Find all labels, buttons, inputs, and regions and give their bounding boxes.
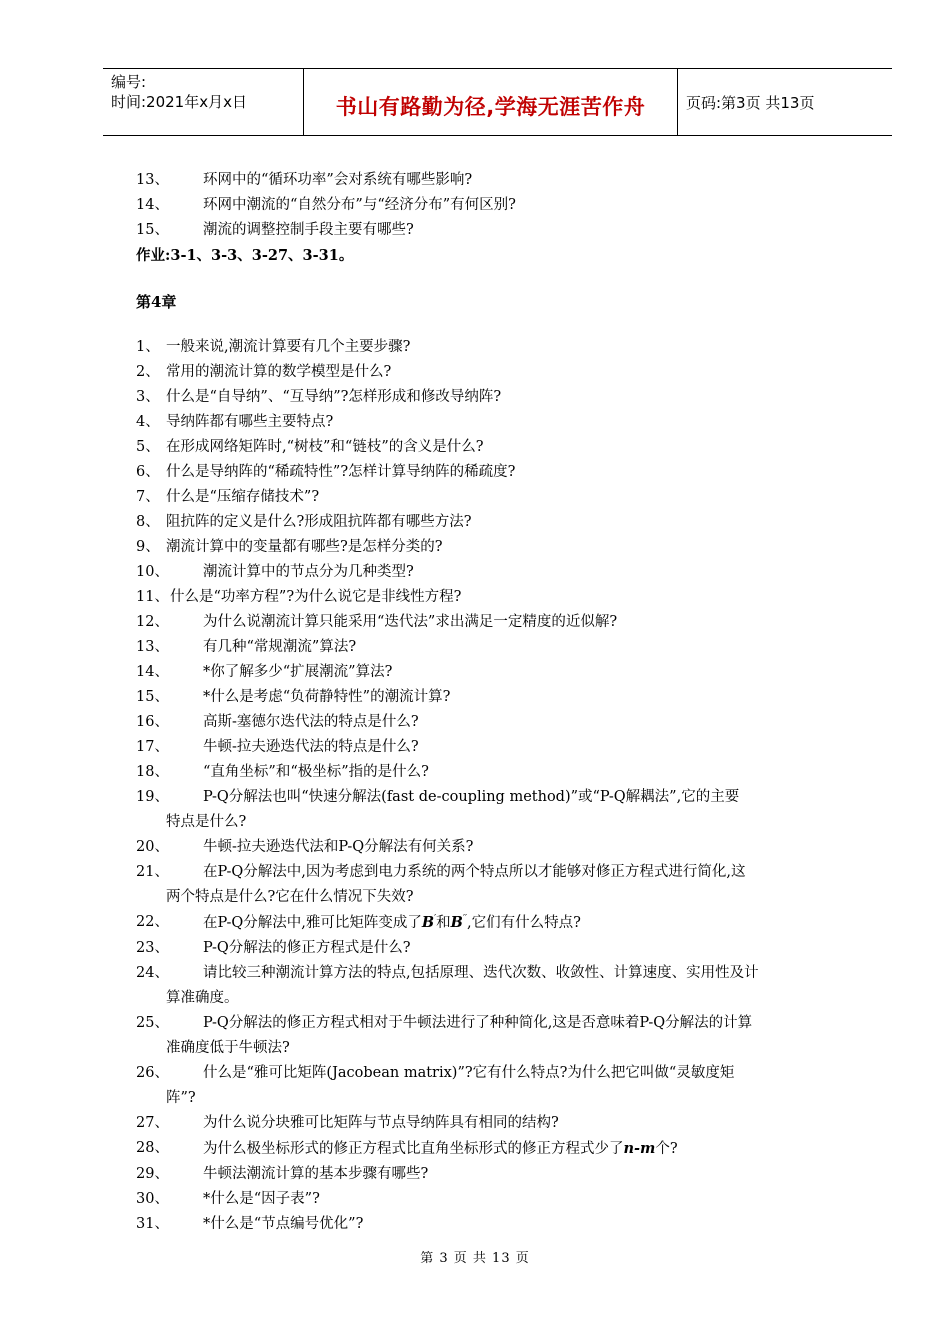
item-number: 18、 xyxy=(136,764,169,780)
item-text: 牛顿-拉夫逊迭代法的特点是什么? xyxy=(203,739,419,755)
item-text: *什么是“节点编号优化”? xyxy=(203,1216,364,1232)
item-text: 为什么说潮流计算只能采用“迭代法”求出满足一定精度的近似解? xyxy=(203,614,618,630)
list-item xyxy=(136,510,862,535)
item-text: 环网中潮流的“自然分布”与“经济分布”有何区别? xyxy=(203,197,516,213)
header-left-cell xyxy=(103,69,303,135)
item-text: 什么是“压缩存储技术”? xyxy=(166,489,320,505)
item-number: 19、 xyxy=(136,789,169,805)
list-item xyxy=(136,585,862,610)
item-number: 10、 xyxy=(136,564,169,580)
prime-mark: ′ xyxy=(434,914,437,924)
item-number: 3、 xyxy=(136,389,160,405)
item-number: 2、 xyxy=(136,364,160,380)
item-number: 13、 xyxy=(136,172,169,188)
list-item xyxy=(136,860,862,885)
list-item-continuation: 算准确度。 xyxy=(166,990,239,1006)
item-text-pre: 为什么极坐标形式的修正方程式比直角坐标形式的修正方程式少了 xyxy=(203,1141,624,1157)
item-text xyxy=(203,1141,678,1157)
header-middle-cell xyxy=(303,69,678,135)
item-number: 27、 xyxy=(136,1115,169,1131)
list-item xyxy=(136,1136,862,1162)
page-footer: 第 3 页 共 13 页 xyxy=(420,1251,530,1266)
item-text: *你了解多少“扩展潮流”算法? xyxy=(203,664,393,680)
item-number: 4、 xyxy=(136,414,160,430)
chapter4-question-list xyxy=(136,335,862,1237)
list-item xyxy=(136,435,862,460)
math-symbol: n-m xyxy=(623,1140,656,1157)
code-label: 编号: xyxy=(111,73,147,91)
item-text: P-Q分解法的修正方程式相对于牛顿法进行了种种简化,这是否意味着P-Q分解法的计算 xyxy=(203,1015,753,1031)
list-item xyxy=(136,710,862,735)
list-item xyxy=(136,1011,862,1036)
item-number: 23、 xyxy=(136,940,169,956)
list-item xyxy=(136,635,862,660)
item-number: 5、 xyxy=(136,439,160,455)
item-number: 7、 xyxy=(136,489,160,505)
header-right-cell xyxy=(678,69,892,135)
item-number: 11、 xyxy=(136,589,169,605)
list-item xyxy=(136,961,862,986)
list-item xyxy=(136,485,862,510)
item-text: 阻抗阵的定义是什么?形成阻抗阵都有哪些方法? xyxy=(166,514,472,530)
list-item xyxy=(136,785,862,810)
list-item xyxy=(136,1061,862,1086)
item-text: 什么是“功率方程”?为什么说它是非线性方程? xyxy=(170,589,462,605)
list-item xyxy=(136,760,862,785)
item-number: 15、 xyxy=(136,222,169,238)
list-item xyxy=(136,410,862,435)
item-text: 什么是“雅可比矩阵(Jacobean matrix)”?它有什么特点?为什么把它叫做“灵敏度矩 xyxy=(203,1065,735,1081)
item-number: 17、 xyxy=(136,739,169,755)
item-text-post: 个? xyxy=(655,1141,678,1157)
time-label: 时间:2021年x月x日 xyxy=(111,93,247,111)
list-item xyxy=(136,660,862,685)
document-body xyxy=(136,168,862,1237)
list-item xyxy=(136,1162,862,1187)
list-item-continuation: 准确度低于牛顿法? xyxy=(166,1040,290,1056)
list-item-continuation: 特点是什么? xyxy=(166,814,247,830)
list-item xyxy=(136,1212,862,1237)
item-text: 潮流计算中的节点分为几种类型? xyxy=(203,564,414,580)
item-text: 环网中的“循环功率”会对系统有哪些影响? xyxy=(203,172,473,188)
list-item xyxy=(136,168,862,193)
item-text: *什么是考虑“负荷静特性”的潮流计算? xyxy=(203,689,451,705)
item-text: *什么是“因子表”? xyxy=(203,1191,320,1207)
item-number: 14、 xyxy=(136,197,169,213)
list-item xyxy=(136,835,862,860)
item-text: P-Q分解法的修正方程式是什么? xyxy=(203,940,411,956)
list-item xyxy=(136,385,862,410)
item-text-pre: 在P-Q分解法中,雅可比矩阵变成了 xyxy=(203,915,422,931)
list-item xyxy=(136,335,862,360)
item-text: “直角坐标”和“极坐标”指的是什么? xyxy=(203,764,429,780)
item-text: 有几种“常规潮流”算法? xyxy=(203,639,357,655)
item-text: 潮流的调整控制手段主要有哪些? xyxy=(203,222,414,238)
chapter-title: 第4章 xyxy=(136,293,177,311)
item-text: 一般来说,潮流计算要有几个主要步骤? xyxy=(166,339,411,355)
list-item xyxy=(136,218,862,243)
item-number: 1、 xyxy=(136,339,160,355)
item-number: 6、 xyxy=(136,464,160,480)
item-text: 潮流计算中的变量都有哪些?是怎样分类的? xyxy=(166,539,443,555)
item-text: 牛顿法潮流计算的基本步骤有哪些? xyxy=(203,1166,429,1182)
chapter3-tail-list xyxy=(136,168,862,243)
list-item-continuation: 阵”? xyxy=(166,1090,196,1106)
item-number: 25、 xyxy=(136,1015,169,1031)
item-number: 9、 xyxy=(136,539,160,555)
item-number: 20、 xyxy=(136,839,169,855)
homework-line: 作业:3-1、3-3、3-27、3-31。 xyxy=(136,247,354,264)
item-number: 28、 xyxy=(136,1140,169,1156)
item-text: 导纳阵都有哪些主要特点? xyxy=(166,414,334,430)
item-text: 牛顿-拉夫逊迭代法和P-Q分解法有何关系? xyxy=(203,839,474,855)
item-text-mid: 和 xyxy=(436,915,451,931)
list-item xyxy=(136,193,862,218)
double-prime-mark: ′′ xyxy=(462,914,468,924)
item-text-post: ,它们有什么特点? xyxy=(467,915,581,931)
item-number: 30、 xyxy=(136,1191,169,1207)
item-number: 13、 xyxy=(136,639,169,655)
item-number: 29、 xyxy=(136,1166,169,1182)
motto: 书山有路勤为径,学海无涯苦作舟 xyxy=(335,95,646,119)
list-item xyxy=(136,460,862,485)
list-item xyxy=(136,535,862,560)
item-number: 16、 xyxy=(136,714,169,730)
list-item xyxy=(136,1111,862,1136)
item-number: 26、 xyxy=(136,1065,169,1081)
item-text: 为什么说分块雅可比矩阵与节点导纳阵具有相同的结构? xyxy=(203,1115,559,1131)
item-number: 22、 xyxy=(136,914,169,930)
list-item-continuation: 两个特点是什么?它在什么情况下失效? xyxy=(166,889,414,905)
item-text: 高斯-塞德尔迭代法的特点是什么? xyxy=(203,714,419,730)
item-number: 12、 xyxy=(136,614,169,630)
page-code: 页码:第3页 共13页 xyxy=(686,94,815,112)
list-item xyxy=(136,936,862,961)
math-symbol: B xyxy=(421,914,435,931)
math-symbol: B xyxy=(450,914,463,931)
list-item xyxy=(136,1187,862,1212)
item-number: 31、 xyxy=(136,1216,169,1232)
list-item xyxy=(136,910,862,936)
item-text: 什么是导纳阵的“稀疏特性”?怎样计算导纳阵的稀疏度? xyxy=(166,464,516,480)
item-text: 在P-Q分解法中,因为考虑到电力系统的两个特点所以才能够对修正方程式进行简化,这 xyxy=(203,864,746,880)
item-number: 15、 xyxy=(136,689,169,705)
item-text: 请比较三种潮流计算方法的特点,包括原理、迭代次数、收敛性、计算速度、实用性及计 xyxy=(203,965,759,981)
item-text xyxy=(203,915,581,931)
item-number: 21、 xyxy=(136,864,169,880)
item-text: 在形成网络矩阵时,“树枝”和“链枝”的含义是什么? xyxy=(166,439,484,455)
item-text: 常用的潮流计算的数学模型是什么? xyxy=(166,364,392,380)
item-text: P-Q分解法也叫“快速分解法(fast de-coupling method)”或“P-Q解耦法”,它的主要 xyxy=(203,789,740,805)
item-number: 14、 xyxy=(136,664,169,680)
list-item xyxy=(136,610,862,635)
item-number: 24、 xyxy=(136,965,169,981)
item-text: 什么是“自导纳”、“互导纳”?怎样形成和修改导纳阵? xyxy=(166,389,502,405)
item-number: 8、 xyxy=(136,514,160,530)
list-item xyxy=(136,560,862,585)
list-item xyxy=(136,685,862,710)
header-table xyxy=(103,68,892,136)
list-item xyxy=(136,360,862,385)
list-item xyxy=(136,735,862,760)
